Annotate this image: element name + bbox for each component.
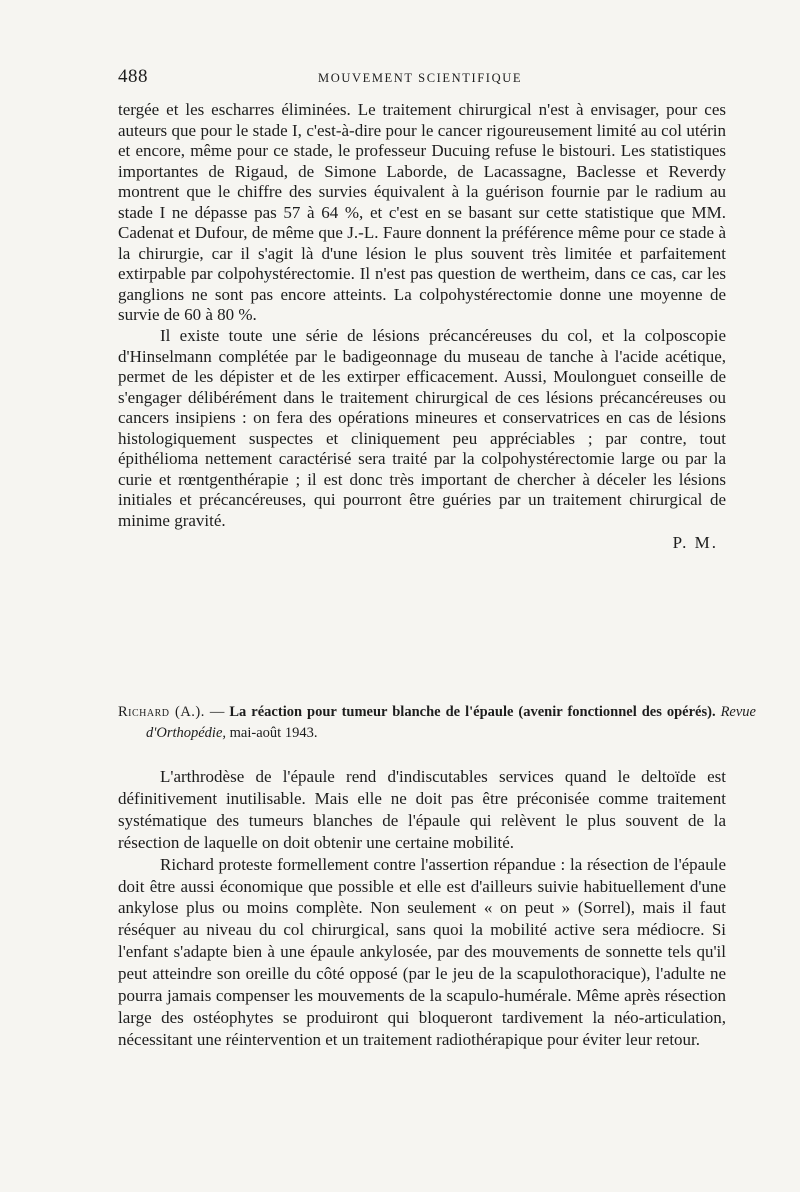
page-number: 488 [118, 66, 148, 87]
page-header [118, 66, 718, 92]
reference-title: La réaction pour tumeur blanche de l'épaule (avenir fonctionnel des opérés). [229, 704, 716, 720]
reference-journal: Revue d'Orthopédie, [146, 704, 756, 741]
review-paragraph-2: Richard proteste formellement contre l'assertion répandue : la résection de l'épaule doit être aussi économique que possible et elle est d'ailleurs suivie habituellement d'une ankylose plus ou moins complète. Non seulement « on peut » (Sorrel), mais il faut réséquer au niveau du col chirurgical, sans quoi la mobilité active sera médiocre. Si l'enfant s'adapte bien à une épaule ankylosée, par des mouvements de sonnette tels qu'il peut atteindre son oreille du côté opposé (par le jeu de la scapulothoracique), l'adulte ne pourra jamais compenser les mouvements de la scapulo-humérale. Même après résection large des ostéophytes se produiront qui bloqueront tardivement la néo-articulation, nécessitant une réintervention et un traitement radiothérapique pour éviter leur retour. [118, 854, 726, 1049]
author-signature: P. M. [672, 533, 718, 553]
paragraph-2: Il existe toute une série de lésions précancéreuses du col, et la colposcopie d'Hinselmann complétée par le badigeonnage du museau de tanche à l'acide acétique, permet de les dépister et de les extirper efficacement. Aussi, Moulonguet conseille de s'engager délibérément dans le traitement chirurgical de ces lésions précancéreuses ou cancers insipiens : on fera des opérations mineures et conservatrices en cas de lésions histologiquement suspectes et cliniquement peu appréciables ; par contre, tout épithélioma nettement caractérisé sera traité par la colpohystérectomie large ou par la curie et rœntgenthérapie ; il est donc très important de chercher à déceler les lésions initiales et précancéreuses, qui pourront être guéries par un traitement chirurgical de minime gravité. [118, 326, 726, 530]
review-reference [118, 702, 756, 744]
reference-author: Richard (A.). [118, 704, 205, 720]
review-body [118, 766, 726, 1051]
paragraph-1: tergée et les escharres éliminées. Le traitement chirurgical n'est à envisager, pour ces auteurs que pour le stade I, c'est-à-dire pour le cancer rigoureusement limité au col utérin et encore, même pour ce stade, le professeur Ducuing refuse le bistouri. Les statistiques importantes de Rigaud, de Simone Laborde, de Lacassagne, Baclesse et Reverdy montrent que le chiffre des survies équivalent à la guérison fournie par le radium au stade I ne dépasse pas 57 à 64 %, et c'est en se basant sur cette statistique que MM. Cadenat et Dufour, de même que J.-L. Faure donnent la préférence même pour ce stade à la chirurgie, car il s'agit là d'une lésion le plus souvent très limitée et parfaitement extirpable par colpohystérectomie. Il n'est pas question de wertheim, dans ce cas, car les ganglions ne sont pas encore atteints. La colpohystérectomie donne une moyenne de survie de 60 à 80 %. [118, 100, 726, 325]
review-paragraph-1: L'arthrodèse de l'épaule rend d'indiscutables services quand le deltoïde est définitivement inutilisable. Mais elle ne doit pas être préconisée comme traitement systématique des tumeurs blanches de l'épaule qui relèvent le plus souvent de la résection de laquelle on doit obtenir une certaine mobilité. [118, 767, 726, 852]
reference-separator: — [204, 704, 230, 720]
running-head: MOUVEMENT SCIENTIFIQUE [318, 71, 523, 85]
reference-date: mai-août 1943. [226, 725, 318, 741]
article-continuation [118, 100, 726, 554]
